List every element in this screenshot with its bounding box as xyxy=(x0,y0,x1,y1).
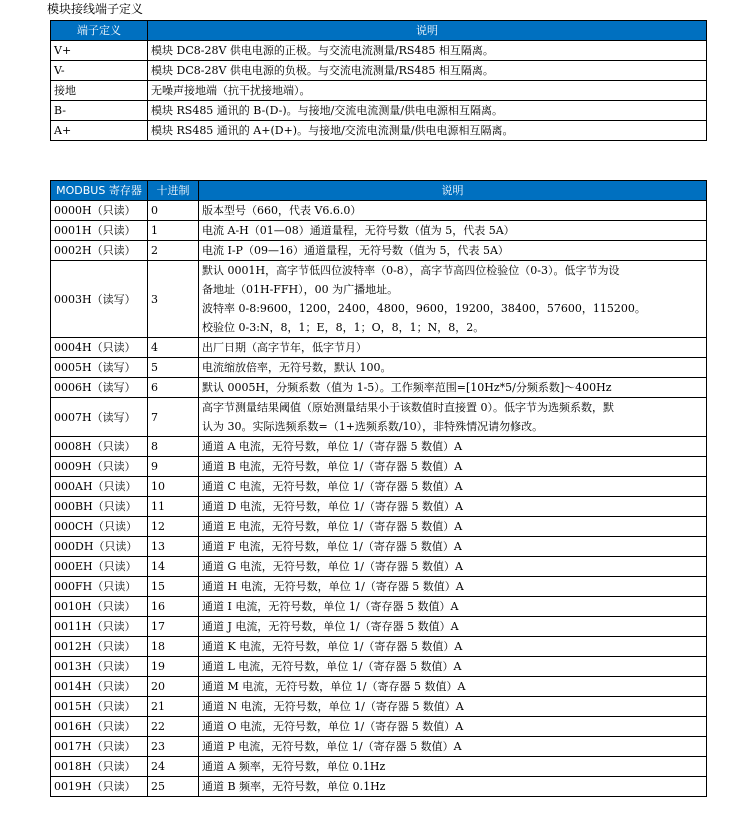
register-address-cell: 0000H（只读） xyxy=(51,201,148,221)
register-row xyxy=(51,537,707,557)
register-address-cell: 0009H（只读） xyxy=(51,457,148,477)
register-address-cell: 0001H（只读） xyxy=(51,221,148,241)
register-description-cell xyxy=(199,261,707,338)
register-description-cell xyxy=(199,201,707,221)
modbus-register-table xyxy=(50,180,707,797)
register-decimal-cell: 12 xyxy=(148,517,199,537)
terminal-row xyxy=(51,61,707,81)
terminal-row xyxy=(51,101,707,121)
register-decimal-cell: 9 xyxy=(148,457,199,477)
terminal-description-cell: 模块 RS485 通讯的 B-(D-)。与接地/交流电流测量/供电电源相互隔离。 xyxy=(148,101,707,121)
register-row xyxy=(51,201,707,221)
register-description-line: 备地址（01H-FFH），00 为广播地址。 xyxy=(202,283,399,296)
terminal-description-cell: 模块 DC8-28V 供电电源的负极。与交流电流测量/RS485 相互隔离。 xyxy=(148,61,707,81)
register-description-cell xyxy=(199,398,707,437)
register-description-line: 默认 0005H，分频系数（值为 1-5）。工作频率范围=[10Hz*5/分频系数]～400Hz xyxy=(202,381,612,394)
register-address-cell: 0008H（只读） xyxy=(51,437,148,457)
register-address-cell: 0002H（只读） xyxy=(51,241,148,261)
register-address-cell: 0014H（只读） xyxy=(51,677,148,697)
register-row xyxy=(51,677,707,697)
register-row xyxy=(51,557,707,577)
register-address-cell: 0013H（只读） xyxy=(51,657,148,677)
terminal-definition-table xyxy=(50,20,707,141)
register-decimal-cell: 5 xyxy=(148,358,199,378)
terminal-row xyxy=(51,121,707,141)
register-row xyxy=(51,241,707,261)
register-description-cell xyxy=(199,437,707,457)
register-description-line: 认为 30。实际选频系数=（1+选频系数/10），非特殊情况请勿修改。 xyxy=(202,420,544,433)
terminal-name-cell: B- xyxy=(51,101,148,121)
register-row xyxy=(51,697,707,717)
register-description-cell xyxy=(199,657,707,677)
register-address-cell: 0016H（只读） xyxy=(51,717,148,737)
register-row xyxy=(51,457,707,477)
register-address-cell: 0003H（读写） xyxy=(51,261,148,338)
register-description-line: 通道 K 电流，无符号数，单位 1/（寄存器 5 数值）A xyxy=(202,640,463,653)
register-row xyxy=(51,517,707,537)
register-description-line: 通道 B 电流，无符号数，单位 1/（寄存器 5 数值）A xyxy=(202,460,463,473)
register-description-line: 通道 E 电流，无符号数，单位 1/（寄存器 5 数值）A xyxy=(202,520,463,533)
register-decimal-cell: 0 xyxy=(148,201,199,221)
register-decimal-cell: 19 xyxy=(148,657,199,677)
register-description-line: 电流缩放倍率，无符号数，默认 100。 xyxy=(202,361,392,374)
register-description-cell xyxy=(199,697,707,717)
register-description-cell xyxy=(199,378,707,398)
register-description-cell xyxy=(199,617,707,637)
register-decimal-cell: 15 xyxy=(148,577,199,597)
register-address-cell: 0011H（只读） xyxy=(51,617,148,637)
register-decimal-cell: 13 xyxy=(148,537,199,557)
register-row xyxy=(51,737,707,757)
register-description-line: 通道 N 电流，无符号数，单位 1/（寄存器 5 数值）A xyxy=(202,700,464,713)
register-row xyxy=(51,717,707,737)
register-decimal-cell: 7 xyxy=(148,398,199,437)
terminal-description-cell: 模块 RS485 通讯的 A+(D+)。与接地/交流电流测量/供电电源相互隔离。 xyxy=(148,121,707,141)
register-row xyxy=(51,497,707,517)
terminal-name-cell: A+ xyxy=(51,121,148,141)
register-decimal-cell: 17 xyxy=(148,617,199,637)
terminal-description-cell: 无噪声接地端（抗干扰接地端）。 xyxy=(148,81,707,101)
register-address-cell: 000FH（只读） xyxy=(51,577,148,597)
register-decimal-cell: 3 xyxy=(148,261,199,338)
terminal-name-cell: V- xyxy=(51,61,148,81)
register-description-line: 通道 G 电流，无符号数，单位 1/（寄存器 5 数值）A xyxy=(202,560,463,573)
register-address-cell: 000BH（只读） xyxy=(51,497,148,517)
terminal-header-cell: 端子定义 xyxy=(51,21,148,41)
register-description-line: 默认 0001H，高字节低四位波特率（0-8），高字节高四位检验位（0-3）。低字节为设 xyxy=(202,264,620,277)
register-description-line: 通道 M 电流，无符号数，单位 1/（寄存器 5 数值）A xyxy=(202,680,466,693)
terminal-description-cell: 模块 DC8-28V 供电电源的正极。与交流电流测量/RS485 相互隔离。 xyxy=(148,41,707,61)
register-description-cell xyxy=(199,497,707,517)
register-description-line: 出厂日期（高字节年，低字节月） xyxy=(202,341,367,354)
register-description-cell xyxy=(199,338,707,358)
register-row xyxy=(51,617,707,637)
register-description-line: 通道 O 电流，无符号数，单位 1/（寄存器 5 数值）A xyxy=(202,720,464,733)
register-description-cell xyxy=(199,457,707,477)
register-decimal-cell: 8 xyxy=(148,437,199,457)
register-description-line: 通道 A 电流，无符号数，单位 1/（寄存器 5 数值）A xyxy=(202,440,463,453)
register-decimal-cell: 16 xyxy=(148,597,199,617)
register-row xyxy=(51,777,707,797)
register-address-cell: 000DH（只读） xyxy=(51,537,148,557)
register-description-line: 波特率 0-8:9600，1200，2400，4800，9600，19200，38400，57600，115200。 xyxy=(202,302,646,315)
register-description-cell xyxy=(199,221,707,241)
register-description-cell xyxy=(199,677,707,697)
register-description-cell xyxy=(199,717,707,737)
register-description-line: 电流 I-P（09—16）通道量程，无符号数（值为 5，代表 5A） xyxy=(202,244,509,257)
register-description-line: 通道 I 电流，无符号数，单位 1/（寄存器 5 数值）A xyxy=(202,600,459,613)
register-address-cell: 000CH（只读） xyxy=(51,517,148,537)
register-row xyxy=(51,398,707,437)
register-address-cell: 0006H（读写） xyxy=(51,378,148,398)
register-description-cell xyxy=(199,517,707,537)
register-description-cell xyxy=(199,777,707,797)
register-address-cell: 0017H（只读） xyxy=(51,737,148,757)
register-address-cell: 000EH（只读） xyxy=(51,557,148,577)
register-description-line: 通道 F 电流，无符号数，单位 1/（寄存器 5 数值）A xyxy=(202,540,462,553)
register-description-cell xyxy=(199,737,707,757)
register-decimal-cell: 6 xyxy=(148,378,199,398)
register-description-header-cell: 说明 xyxy=(199,181,707,201)
register-decimal-cell: 10 xyxy=(148,477,199,497)
register-row xyxy=(51,221,707,241)
register-description-cell xyxy=(199,557,707,577)
register-row xyxy=(51,597,707,617)
register-description-line: 高字节测量结果阈值（原始测量结果小于该数值时直接置 0）。低字节为选频系数，默 xyxy=(202,401,614,414)
register-description-line: 电流 A-H（01—08）通道量程，无符号数（值为 5，代表 5A） xyxy=(202,224,515,237)
register-description-line: 通道 P 电流，无符号数，单位 1/（寄存器 5 数值）A xyxy=(202,740,462,753)
register-description-cell xyxy=(199,358,707,378)
register-description-cell xyxy=(199,757,707,777)
register-address-cell: 0019H（只读） xyxy=(51,777,148,797)
terminal-name-cell: V+ xyxy=(51,41,148,61)
decimal-header-cell: 十进制 xyxy=(148,181,199,201)
register-row xyxy=(51,338,707,358)
register-description-cell xyxy=(199,241,707,261)
register-decimal-cell: 2 xyxy=(148,241,199,261)
register-row xyxy=(51,637,707,657)
register-decimal-cell: 14 xyxy=(148,557,199,577)
register-description-line: 版本型号（660，代表 V6.6.0） xyxy=(202,204,362,217)
register-decimal-cell: 21 xyxy=(148,697,199,717)
terminal-row xyxy=(51,81,707,101)
register-address-cell: 0007H（读写） xyxy=(51,398,148,437)
register-row xyxy=(51,437,707,457)
register-decimal-cell: 18 xyxy=(148,637,199,657)
register-decimal-cell: 24 xyxy=(148,757,199,777)
register-description-line: 通道 L 电流，无符号数，单位 1/（寄存器 5 数值）A xyxy=(202,660,462,673)
register-row xyxy=(51,477,707,497)
register-description-line: 通道 B 频率，无符号数，单位 0.1Hz xyxy=(202,780,386,793)
register-decimal-cell: 4 xyxy=(148,338,199,358)
register-decimal-cell: 23 xyxy=(148,737,199,757)
register-row xyxy=(51,577,707,597)
register-description-line: 校验位 0-3:N，8，1；E，8，1；O，8，1；N，8，2。 xyxy=(202,321,485,334)
register-row xyxy=(51,378,707,398)
register-decimal-cell: 1 xyxy=(148,221,199,241)
register-header-cell: MODBUS 寄存器 xyxy=(51,181,148,201)
description-header-cell: 说明 xyxy=(148,21,707,41)
register-address-cell: 0015H（只读） xyxy=(51,697,148,717)
register-address-cell: 0012H（只读） xyxy=(51,637,148,657)
register-decimal-cell: 20 xyxy=(148,677,199,697)
register-decimal-cell: 22 xyxy=(148,717,199,737)
register-description-cell xyxy=(199,477,707,497)
register-address-cell: 0005H（读写） xyxy=(51,358,148,378)
register-decimal-cell: 25 xyxy=(148,777,199,797)
register-description-cell xyxy=(199,637,707,657)
register-description-line: 通道 H 电流，无符号数，单位 1/（寄存器 5 数值）A xyxy=(202,580,464,593)
register-address-cell: 0010H（只读） xyxy=(51,597,148,617)
register-description-cell xyxy=(199,577,707,597)
register-row xyxy=(51,757,707,777)
register-address-cell: 0004H（只读） xyxy=(51,338,148,358)
register-address-cell: 000AH（只读） xyxy=(51,477,148,497)
section-title: 模块接线端子定义 xyxy=(47,2,144,16)
register-description-cell xyxy=(199,537,707,557)
register-table-header-row xyxy=(51,181,707,201)
register-description-line: 通道 A 频率，无符号数，单位 0.1Hz xyxy=(202,760,386,773)
register-address-cell: 0018H（只读） xyxy=(51,757,148,777)
register-description-cell xyxy=(199,597,707,617)
register-description-line: 通道 D 电流，无符号数，单位 1/（寄存器 5 数值）A xyxy=(202,500,463,513)
register-row xyxy=(51,657,707,677)
register-row xyxy=(51,358,707,378)
terminal-name-cell: 接地 xyxy=(51,81,148,101)
register-description-line: 通道 C 电流，无符号数，单位 1/（寄存器 5 数值）A xyxy=(202,480,463,493)
register-row xyxy=(51,261,707,338)
terminal-row xyxy=(51,41,707,61)
register-decimal-cell: 11 xyxy=(148,497,199,517)
register-description-line: 通道 J 电流，无符号数，单位 1/（寄存器 5 数值）A xyxy=(202,620,459,633)
terminal-table-header-row xyxy=(51,21,707,41)
